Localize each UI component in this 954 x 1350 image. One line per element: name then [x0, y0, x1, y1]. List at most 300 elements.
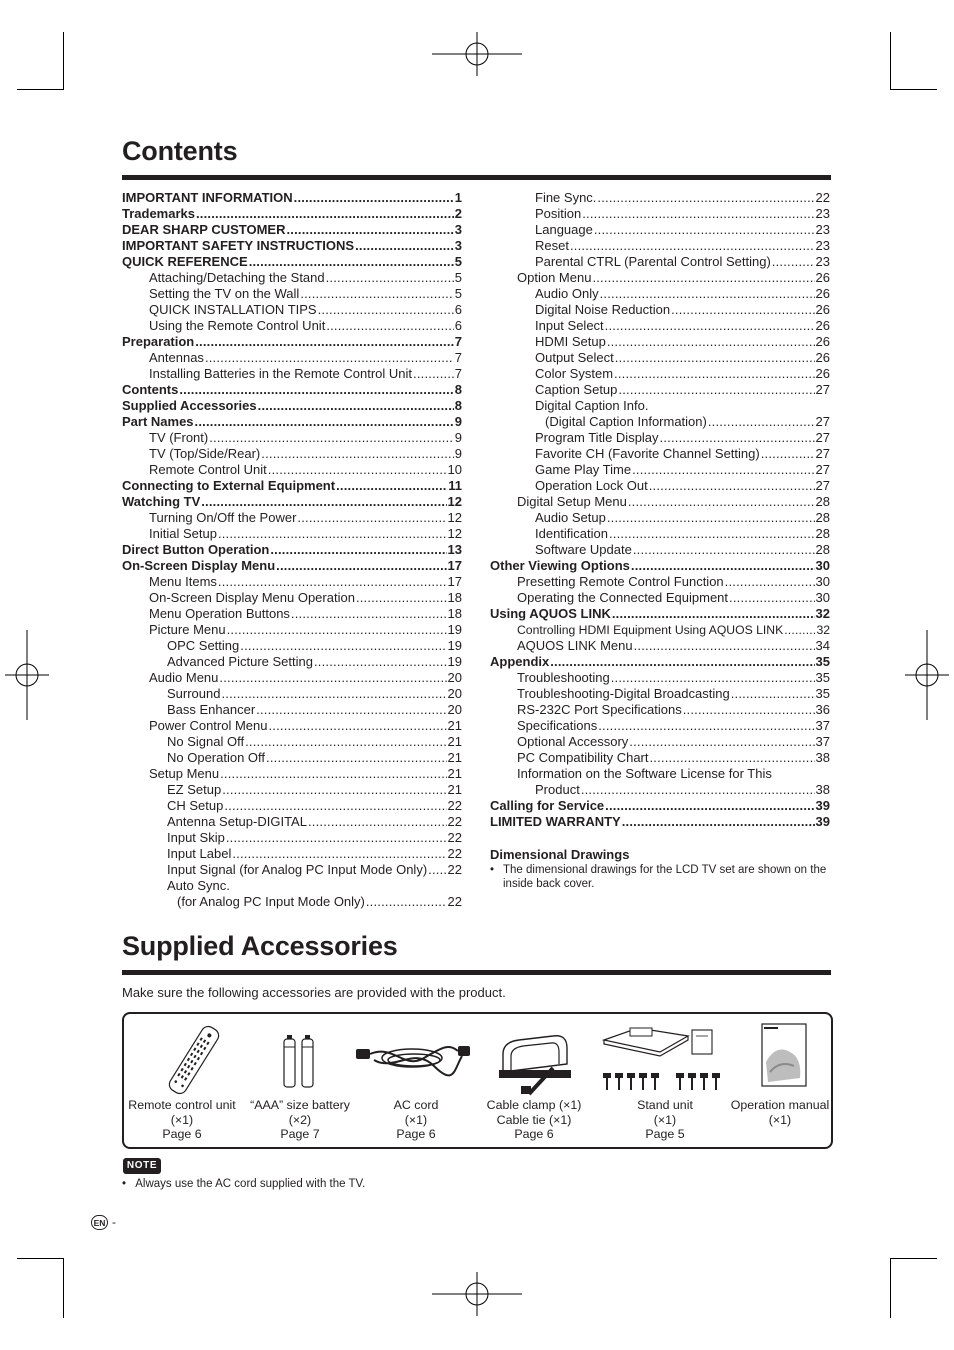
toc-entry: [490, 718, 830, 734]
toc-entry-page: 39: [815, 814, 830, 829]
toc-entry-title: Option Menu: [517, 270, 592, 285]
toc-entry: [122, 446, 462, 462]
toc-entry: [122, 846, 462, 862]
toc-entry-title: Position: [535, 206, 582, 221]
toc-entry-title: Operation Lock Out: [535, 478, 648, 493]
toc-entry-page: 9: [454, 446, 462, 461]
toc-entry-title: Presetting Remote Control Function: [517, 574, 724, 589]
toc-entry: [122, 782, 462, 798]
toc-entry-title: Language: [535, 222, 593, 237]
accessory-name: AC cord: [393, 1098, 439, 1112]
toc-entry-title: Attaching/Detaching the Stand: [149, 270, 325, 285]
toc-entry-page: 35: [815, 670, 830, 685]
toc-entry: [490, 254, 830, 270]
toc-left-column: [122, 190, 462, 910]
toc-entry-title: Input Select: [535, 318, 604, 333]
toc-entry-title: Calling for Service: [490, 798, 605, 813]
accessories-intro: Make sure the following accessories are provided with the product.: [122, 985, 506, 1000]
toc-entry-title: Appendix: [490, 654, 550, 669]
toc-entry: [490, 270, 830, 286]
toc-entry: [490, 190, 830, 206]
toc-entry: [490, 318, 830, 334]
toc-entry-page: 34: [815, 638, 830, 653]
toc-entry: [490, 686, 830, 702]
toc-entry-title: IMPORTANT INFORMATION: [122, 190, 293, 205]
toc-entry-page: 26: [815, 286, 830, 301]
toc-entry: [490, 654, 830, 670]
toc-leader-dots: [570, 238, 815, 254]
toc-entry-page: 2: [454, 206, 462, 221]
toc-leader-dots: [286, 222, 453, 238]
toc-entry-title: Menu Operation Buttons: [149, 606, 290, 621]
toc-entry-title: Troubleshooting: [517, 670, 610, 685]
toc-entry-page: 35: [815, 654, 830, 669]
toc-entry-title: Installing Batteries in the Remote Control Unit: [149, 366, 413, 381]
bullet: •: [490, 864, 495, 876]
toc-entry: [490, 238, 830, 254]
ac-cord-icon: [354, 1036, 474, 1080]
toc-entry-page: 26: [815, 350, 830, 365]
toc-entry: [122, 462, 462, 478]
toc-entry: [490, 414, 830, 430]
toc-entry-page: 20: [447, 702, 462, 717]
toc-entry-title: Fine Sync.: [535, 190, 597, 205]
toc-entry-title: Watching TV: [122, 494, 201, 509]
toc-entry: [490, 574, 830, 590]
toc-entry-title: Picture Menu: [149, 622, 226, 637]
toc-entry-page: 6: [454, 318, 462, 333]
battery-icon: [280, 1034, 320, 1090]
toc-leader-dots: [308, 814, 447, 830]
toc-entry-title: Favorite CH (Favorite Channel Setting): [535, 446, 760, 461]
toc-entry: [122, 238, 462, 254]
toc-leader-dots: [607, 334, 815, 350]
toc-leader-dots: [218, 526, 447, 542]
toc-leader-dots: [195, 414, 454, 430]
toc-entry-title: Digital Noise Reduction: [535, 302, 671, 317]
toc-entry-page: 23: [815, 222, 830, 237]
toc-entry: [122, 814, 462, 830]
toc-entry-title: OPC Setting: [167, 638, 240, 653]
accessory-page: Page 6: [514, 1127, 554, 1142]
toc-entry: [490, 430, 830, 446]
toc-leader-dots: [660, 430, 815, 446]
toc-entry-page: 26: [815, 366, 830, 381]
accessory-cable-clamp: [476, 1098, 592, 1142]
toc-entry-title: Turning On/Off the Power: [149, 510, 297, 525]
toc-entry-page: 12: [447, 526, 462, 541]
toc-entry-title: PC Compatibility Chart: [517, 750, 649, 765]
toc-entry: [122, 734, 462, 750]
accessory-page: Page 6: [396, 1127, 436, 1142]
toc-entry-title: Operating the Connected Equipment: [517, 590, 729, 605]
toc-entry-page: 28: [815, 510, 830, 525]
accessory-name: “AAA” size battery: [250, 1098, 350, 1112]
toc-entry-title: Digital Setup Menu: [517, 494, 627, 509]
toc-entry-page: 28: [815, 542, 830, 557]
toc-entry: [490, 766, 830, 782]
toc-leader-dots: [628, 494, 815, 510]
toc-entry: [122, 430, 462, 446]
toc-entry: [122, 382, 462, 398]
toc-entry-page: 32: [815, 606, 830, 621]
toc-entry: [490, 558, 830, 574]
toc-leader-dots: [618, 382, 814, 398]
toc-leader-dots: [270, 542, 446, 558]
toc-leader-dots: [245, 734, 446, 750]
toc-entry-page: 37: [815, 734, 830, 749]
toc-entry-title: Parental CTRL (Parental Control Setting): [535, 254, 771, 269]
toc-entry-page: 9: [454, 414, 462, 429]
accessory-name: Operation manual: [730, 1098, 830, 1112]
toc-leader-dots: [226, 830, 447, 846]
toc-entry-title: Menu Items: [149, 574, 217, 589]
section-rule: [122, 970, 831, 975]
toc-entry-page: 37: [815, 718, 830, 733]
toc-entry: [490, 286, 830, 302]
toc-entry-page: 22: [447, 830, 462, 845]
toc-entry: [490, 542, 830, 558]
dimensional-drawings-text: [490, 863, 830, 891]
toc-entry: [490, 638, 830, 654]
dimensional-drawings-body: The dimensional drawings for the LCD TV set are shown on the inside back cover.: [503, 864, 827, 890]
toc-leader-dots: [314, 654, 447, 670]
toc-entry: [122, 766, 462, 782]
toc-leader-dots: [269, 718, 447, 734]
toc-entry-title: Setting the TV on the Wall: [149, 286, 300, 301]
toc-entry-page: 21: [447, 734, 462, 749]
accessories-box: [122, 1012, 833, 1149]
toc-entry-page: 26: [815, 270, 830, 285]
section-title: Supplied Accessories: [122, 931, 398, 961]
toc-entry-title: Caption Setup: [535, 382, 618, 397]
toc-entry: [122, 478, 462, 494]
toc-entry-title: Identification: [535, 526, 608, 541]
toc-entry-page: 9: [454, 430, 462, 445]
toc-entry-title: AQUOS LINK Menu: [517, 638, 633, 653]
accessory-ac-cord: [358, 1098, 474, 1142]
toc-leader-dots: [232, 846, 446, 862]
toc-entry-page: 18: [447, 606, 462, 621]
toc-entry-title: Auto Sync.: [167, 878, 230, 893]
toc-entry-page: 27: [815, 414, 830, 429]
toc-entry-title: Connecting to External Equipment: [122, 478, 336, 493]
toc-entry-title: Surround: [167, 686, 221, 701]
toc-entry: [490, 510, 830, 526]
toc-leader-dots: [256, 702, 446, 718]
toc-leader-dots: [249, 254, 454, 270]
toc-entry-page: 27: [815, 446, 830, 461]
toc-entry-title: Using the Remote Control Unit: [149, 318, 326, 333]
toc-entry-title: IMPORTANT SAFETY INSTRUCTIONS: [122, 238, 355, 253]
toc-entry: [490, 782, 830, 798]
toc-entry: [122, 526, 462, 542]
toc-leader-dots: [611, 670, 815, 686]
toc-entry-title: Game Play Time: [535, 462, 632, 477]
toc-entry-page: 13: [447, 542, 462, 557]
toc-leader-dots: [336, 478, 447, 494]
toc-entry-title: Direct Button Operation: [122, 542, 270, 557]
toc-leader-dots: [326, 270, 454, 286]
toc-entry-title: Other Viewing Options: [490, 558, 630, 573]
toc-leader-dots: [609, 526, 815, 542]
toc-leader-dots: [300, 286, 453, 302]
toc-entry-page: 22: [447, 862, 462, 877]
toc-entry-title: Controlling HDMI Equipment Using AQUOS LINK: [517, 623, 784, 637]
toc-leader-dots: [592, 270, 814, 286]
toc-entry: [122, 206, 462, 222]
toc-entry-title: Antenna Setup-DIGITAL: [167, 814, 307, 829]
toc-entry-page: 17: [447, 558, 462, 573]
toc-entry: [122, 798, 462, 814]
toc-leader-dots: [219, 670, 446, 686]
toc-leader-dots: [614, 366, 815, 382]
toc-entry: [122, 398, 462, 414]
toc-entry: [122, 670, 462, 686]
toc-entry-page: 21: [447, 766, 462, 781]
toc-entry-page: 26: [815, 318, 830, 333]
toc-entry-page: 20: [447, 670, 462, 685]
toc-entry-page: 26: [815, 334, 830, 349]
toc-entry: [122, 862, 462, 878]
stand-unit-icon: [600, 1018, 730, 1098]
toc-entry-page: 38: [815, 782, 830, 797]
toc-entry-page: 20: [447, 686, 462, 701]
toc-entry-page: 22: [447, 798, 462, 813]
registration-mark-right: [905, 630, 949, 720]
toc-entry-page: 22: [815, 190, 830, 205]
note-badge: NOTE: [123, 1158, 161, 1174]
toc-entry: [490, 590, 830, 606]
accessory-page: Page 5: [645, 1127, 685, 1142]
toc-entry-title: Troubleshooting-Digital Broadcasting: [517, 686, 730, 701]
accessory-qty: Cable tie (×1): [496, 1112, 572, 1127]
toc-leader-dots: [356, 590, 447, 606]
toc-entry-page: 5: [454, 286, 462, 301]
toc-entry: [122, 894, 462, 910]
toc-leader-dots: [671, 302, 814, 318]
toc-entry-page: 19: [447, 654, 462, 669]
toc-entry: [122, 878, 462, 894]
toc-entry: [490, 382, 830, 398]
toc-entry: [122, 222, 462, 238]
toc-leader-dots: [318, 302, 454, 318]
toc-leader-dots: [261, 446, 454, 462]
toc-leader-dots: [581, 782, 815, 798]
toc-entry: [122, 190, 462, 206]
toc-leader-dots: [209, 430, 454, 446]
toc-entry: [490, 750, 830, 766]
toc-leader-dots: [772, 254, 815, 270]
toc-entry-page: 39: [815, 798, 830, 813]
toc-entry-page: 23: [815, 254, 830, 269]
toc-entry-page: 21: [447, 750, 462, 765]
toc-leader-dots: [195, 334, 454, 350]
toc-entry: [490, 462, 830, 478]
toc-entry-title: Color System: [535, 366, 614, 381]
remote-control-icon: [154, 1020, 234, 1100]
toc-entry-page: 11: [448, 478, 462, 493]
toc-entry: [490, 606, 830, 622]
toc-leader-dots: [632, 462, 814, 478]
toc-leader-dots: [227, 622, 447, 638]
toc-entry-title: Input Signal (for Analog PC Input Mode Only): [167, 862, 428, 877]
toc-entry: [490, 494, 830, 510]
toc-entry-page: 8: [454, 398, 462, 413]
toc-entry-page: 28: [815, 494, 830, 509]
toc-entry-title: Specifications: [517, 718, 598, 733]
toc-entry-page: 7: [454, 350, 462, 365]
toc-leader-dots: [607, 510, 815, 526]
toc-entry: [122, 286, 462, 302]
toc-entry: [490, 302, 830, 318]
toc-entry: [122, 318, 462, 334]
toc-entry: [122, 750, 462, 766]
page-title: Contents: [122, 136, 238, 166]
toc-entry: [122, 622, 462, 638]
toc-leader-dots: [355, 238, 454, 254]
toc-entry: [122, 606, 462, 622]
toc-entry-title: Digital Caption Info.: [535, 398, 649, 413]
toc-entry-title: CH Setup: [167, 798, 224, 813]
toc-leader-dots: [731, 686, 815, 702]
toc-entry-title: Using AQUOS LINK: [490, 606, 611, 621]
toc-entry-title: Part Names: [122, 414, 194, 429]
toc-leader-dots: [221, 686, 446, 702]
toc-leader-dots: [612, 606, 815, 622]
toc-entry: [122, 350, 462, 366]
toc-leader-dots: [205, 350, 454, 366]
toc-entry-title: Software Update: [535, 542, 632, 557]
toc-leader-dots: [631, 558, 815, 574]
toc-entry-title: TV (Top/Side/Rear): [149, 446, 261, 461]
toc-entry-page: 22: [447, 814, 462, 829]
toc-leader-dots: [605, 318, 815, 334]
toc-entry-title: Bass Enhancer: [167, 702, 256, 717]
toc-entry-page: 8: [454, 382, 462, 397]
toc-entry: [490, 670, 830, 686]
toc-entry-page: 27: [815, 382, 830, 397]
operation-manual-icon: [756, 1022, 810, 1092]
toc-leader-dots: [622, 814, 815, 830]
accessory-battery: [242, 1098, 358, 1142]
toc-leader-dots: [594, 222, 815, 238]
toc-entry-page: 27: [815, 430, 830, 445]
toc-entry-page: 30: [815, 558, 830, 573]
toc-entry: [122, 302, 462, 318]
toc-entry-title: DEAR SHARP CUSTOMER: [122, 222, 286, 237]
toc-entry-page: 3: [454, 222, 462, 237]
registration-mark-bottom: [432, 1272, 522, 1316]
toc-leader-dots: [413, 366, 454, 382]
toc-entry-title: QUICK INSTALLATION TIPS: [149, 302, 317, 317]
accessory-qty: (×1): [653, 1112, 677, 1127]
toc-entry-page: 32: [816, 623, 830, 637]
toc-leader-dots: [605, 798, 814, 814]
toc-leader-dots: [428, 862, 446, 878]
toc-right-column: [490, 190, 830, 830]
toc-entry-title: Initial Setup: [149, 526, 217, 541]
toc-entry-title: Audio Menu: [149, 670, 219, 685]
toc-entry-page: 5: [454, 254, 462, 269]
toc-entry: [490, 734, 830, 750]
accessory-qty: (×1): [170, 1112, 194, 1127]
toc-entry: [490, 622, 830, 638]
cable-clamp-icon: [491, 1024, 581, 1096]
toc-leader-dots: [784, 622, 815, 638]
toc-entry-title: Audio Setup: [535, 510, 606, 525]
toc-entry-title: TV (Front): [149, 430, 209, 445]
toc-leader-dots: [729, 590, 815, 606]
toc-entry: [122, 494, 462, 510]
dimensional-drawings-heading: Dimensional Drawings: [490, 847, 630, 862]
toc-entry: [490, 478, 830, 494]
toc-leader-dots: [597, 190, 814, 206]
toc-entry-title: Information on the Software License for This: [517, 766, 772, 781]
toc-entry-page: 3: [454, 238, 462, 253]
toc-entry-page: 18: [447, 590, 462, 605]
toc-entry: [122, 254, 462, 270]
toc-entry: [122, 654, 462, 670]
toc-entry-title: Preparation: [122, 334, 195, 349]
toc-entry-title: Contents: [122, 382, 179, 397]
toc-entry: [122, 574, 462, 590]
toc-entry-title: (for Analog PC Input Mode Only): [177, 894, 365, 909]
toc-leader-dots: [708, 414, 815, 430]
toc-entry-title: EZ Setup: [167, 782, 222, 797]
toc-entry-title: Power Control Menu: [149, 718, 268, 733]
toc-entry-title: Antennas: [149, 350, 204, 365]
toc-leader-dots: [240, 638, 446, 654]
toc-entry: [490, 526, 830, 542]
toc-entry: [122, 686, 462, 702]
toc-entry-title: Remote Control Unit: [149, 462, 267, 477]
accessory-qty: (×1): [404, 1112, 428, 1127]
toc-entry-page: 22: [447, 846, 462, 861]
toc-entry-title: QUICK REFERENCE: [122, 254, 248, 269]
toc-entry-page: 17: [447, 574, 462, 589]
toc-entry-title: Reset: [535, 238, 569, 253]
toc-entry-page: 36: [815, 702, 830, 717]
accessory-page: Page 7: [280, 1127, 320, 1142]
title-rule: [122, 175, 831, 180]
toc-entry: [122, 702, 462, 718]
toc-entry-page: 5: [454, 270, 462, 285]
toc-entry-page: 23: [815, 238, 830, 253]
toc-leader-dots: [291, 606, 447, 622]
toc-leader-dots: [224, 798, 446, 814]
toc-leader-dots: [294, 190, 454, 206]
toc-leader-dots: [268, 462, 447, 478]
toc-entry-title: Supplied Accessories: [122, 398, 257, 413]
toc-entry: [122, 334, 462, 350]
toc-leader-dots: [649, 478, 815, 494]
toc-entry: [490, 334, 830, 350]
toc-entry-page: 27: [815, 478, 830, 493]
language-mark: EN: [91, 1215, 108, 1230]
toc-entry-page: 7: [454, 334, 462, 349]
toc-entry-title: No Operation Off: [167, 750, 266, 765]
toc-leader-dots: [220, 766, 446, 782]
toc-entry-title: Input Label: [167, 846, 232, 861]
toc-entry-page: 10: [447, 462, 462, 477]
toc-leader-dots: [582, 206, 814, 222]
toc-entry: [490, 798, 830, 814]
toc-entry-page: 27: [815, 462, 830, 477]
accessory-name: Cable clamp (×1): [486, 1098, 582, 1112]
toc-entry-title: On-Screen Display Menu Operation: [149, 590, 355, 605]
toc-entry-page: 6: [454, 302, 462, 317]
